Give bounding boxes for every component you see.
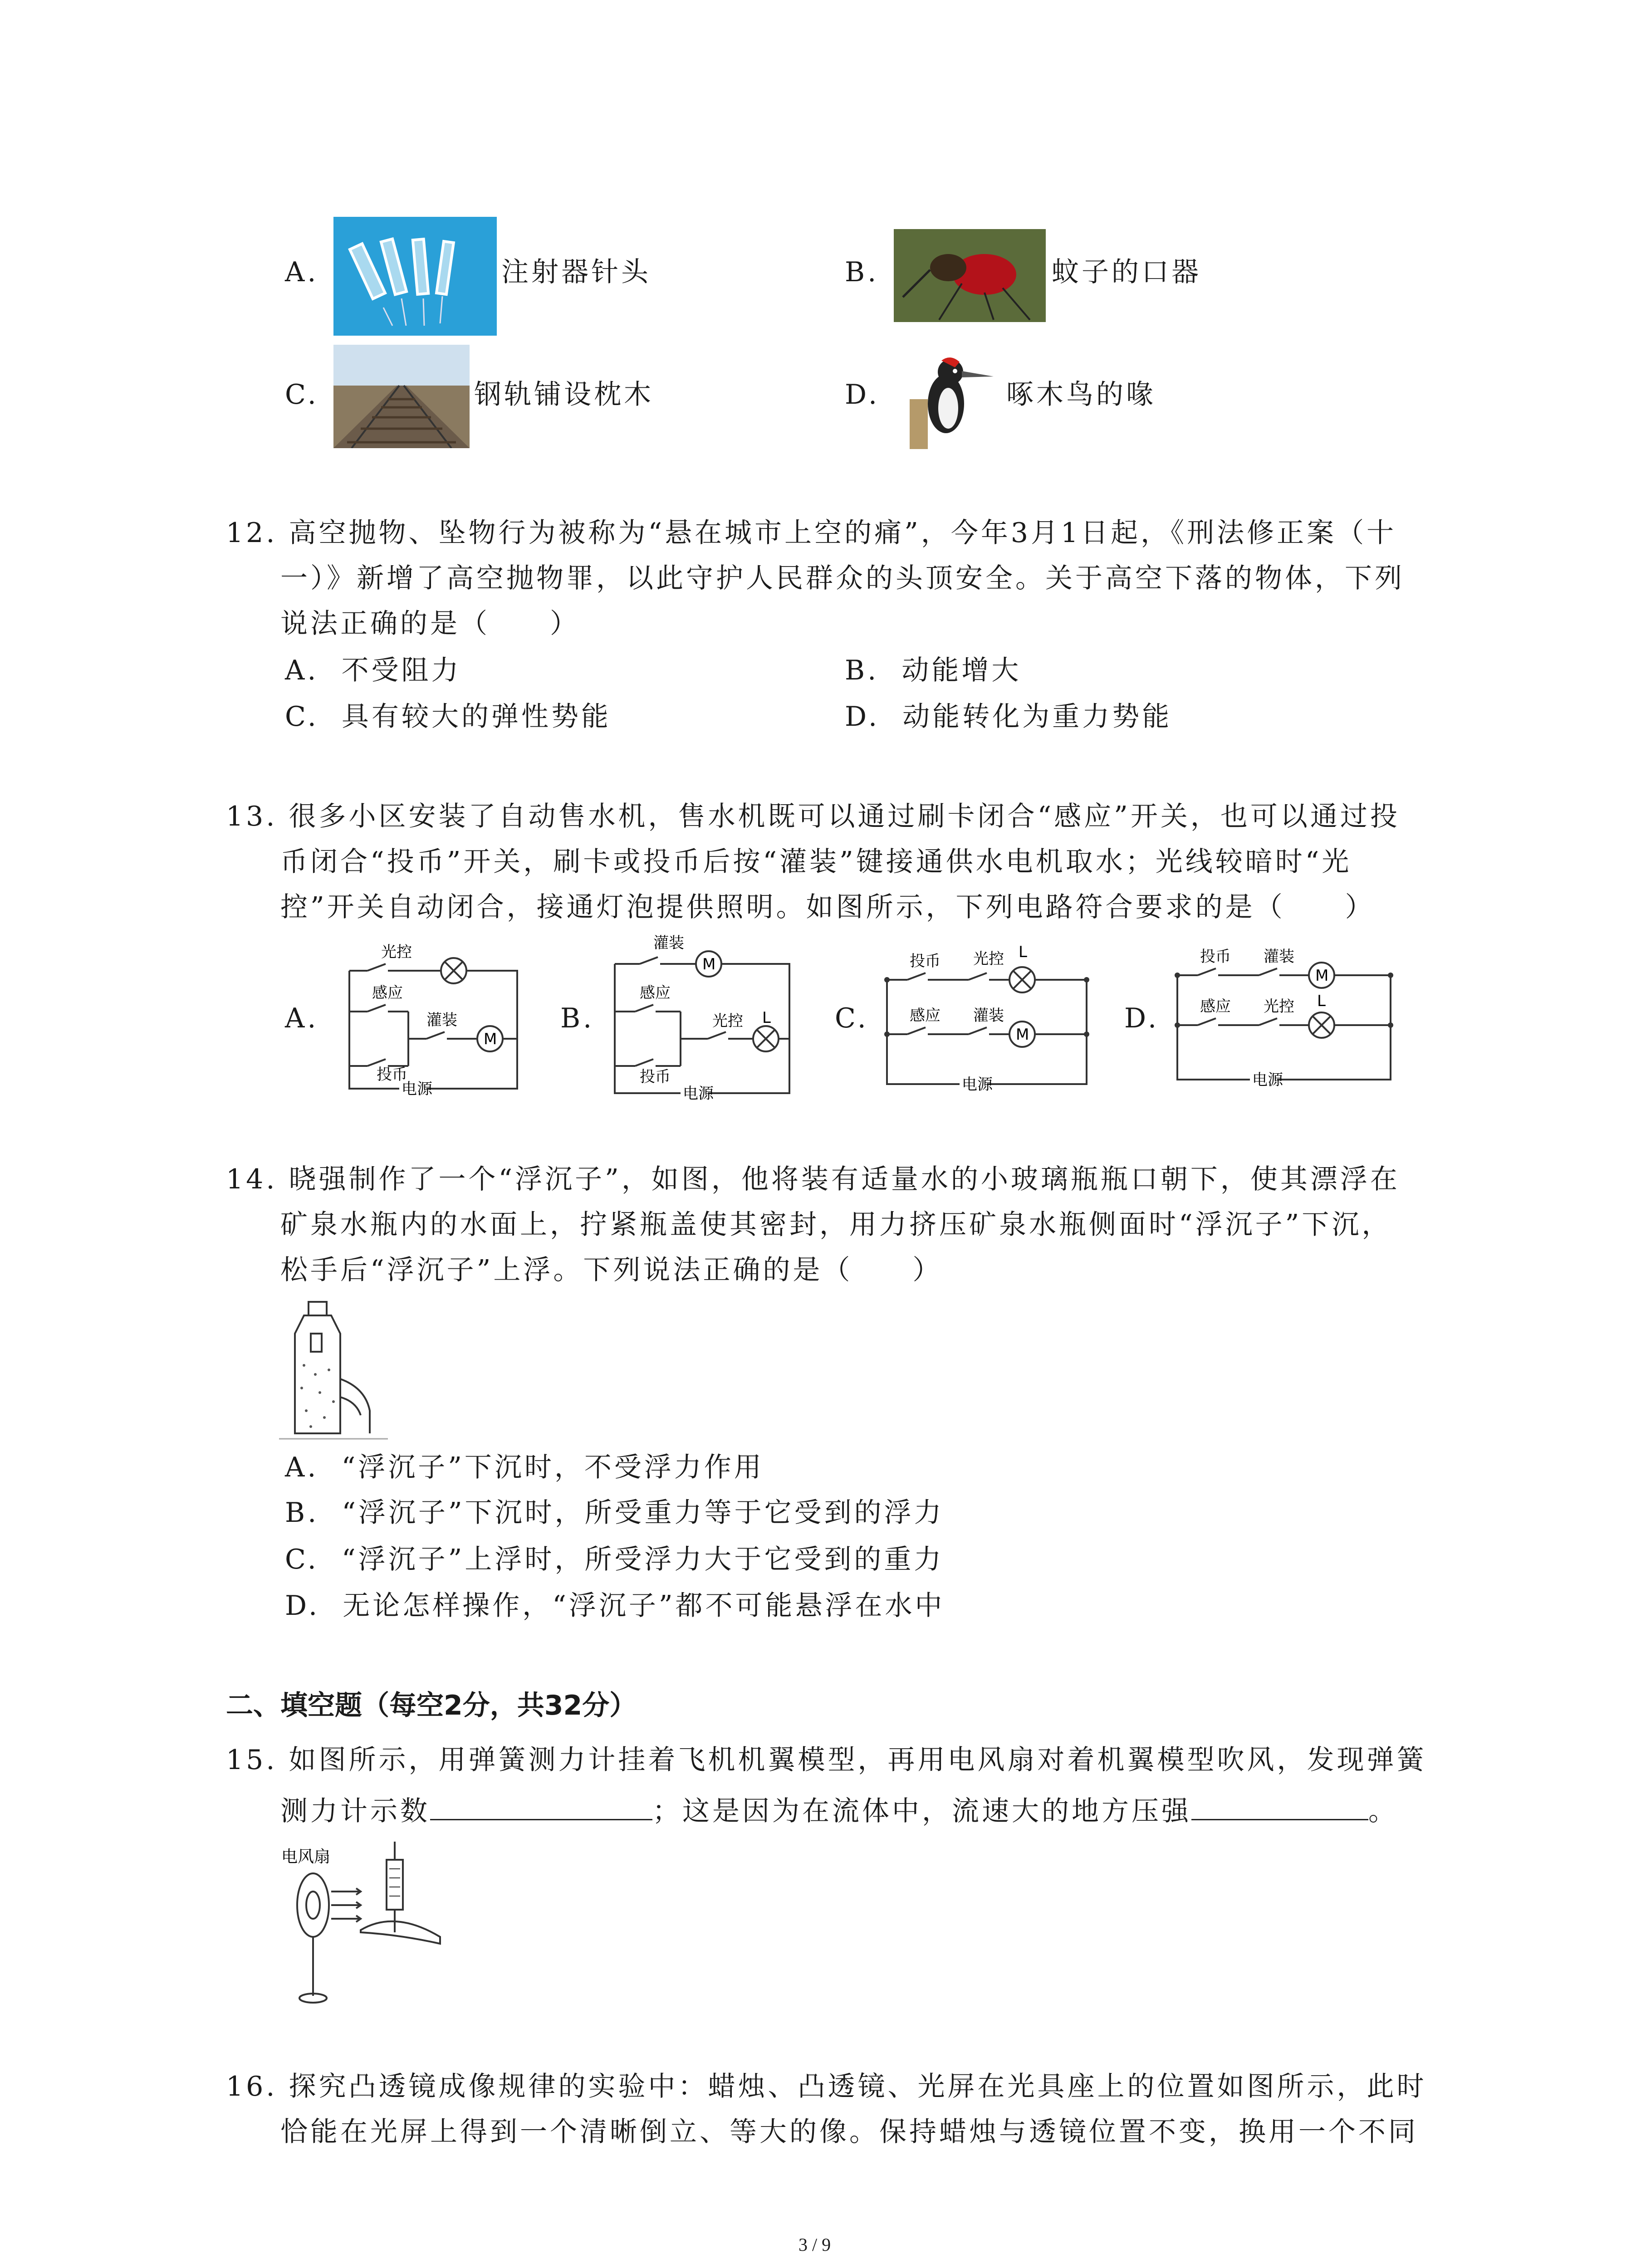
label-sensor: 感应 <box>372 984 403 1002</box>
woodpecker-image <box>896 345 1005 449</box>
svg-text:L: L <box>762 1009 771 1027</box>
fan-wing-figure <box>281 1842 454 2014</box>
q15-stem-line-2: 测力计示数 ；这是因为在流体中，流速大的地方压强 。 <box>280 1792 1398 1829</box>
section-2-title: 二、填空题（每空2分，共32分） <box>226 1690 637 1721</box>
svg-text:电源: 电源 <box>1252 1071 1283 1089</box>
svg-text:M: M <box>1016 1026 1029 1044</box>
q14-option-a[interactable]: A. “浮沉子”下沉时，不受浮力作用 <box>285 1452 764 1483</box>
q16-stem-line-1: 16. 探究凸透镜成像规律的实验中：蜡烛、凸透镜、光屏在光具座上的位置如图所示，此时 <box>226 2071 1427 2102</box>
q12-stem-line-2: 一）》新增了高空抛物罪，以此守护人民群众的头顶安全。关于高空下落的物体，下列 <box>280 562 1405 594</box>
q13-option-a-letter[interactable]: A. <box>285 1002 319 1034</box>
svg-text:投币: 投币 <box>1200 948 1231 966</box>
svg-text:灌装: 灌装 <box>653 934 684 952</box>
svg-text:电源: 电源 <box>962 1075 993 1094</box>
motor-symbol: M <box>484 1030 497 1048</box>
svg-text:光控: 光控 <box>1264 997 1294 1016</box>
q13-stem-line-3: 控”开关自动闭合，接通灯泡提供照明。如图所示，下列电路符合要求的是（ ） <box>280 891 1375 923</box>
q11-option-b-text: 蚊子的口器 <box>1052 256 1201 288</box>
q14-stem-line-1: 14. 晓强制作了一个“浮沉子”，如图，他将装有适量水的小玻璃瓶瓶口朝下，使其漂浮在 <box>226 1163 1400 1195</box>
q14-option-b[interactable]: B. “浮沉子”下沉时，所受重力等于它受到的浮力 <box>285 1497 944 1529</box>
svg-text:投币: 投币 <box>640 1068 671 1086</box>
q15-blank-1[interactable] <box>430 1792 652 1820</box>
syringe-image <box>333 217 497 336</box>
svg-text:灌装: 灌装 <box>973 1007 1004 1025</box>
bottle-diver-figure <box>279 1297 392 1442</box>
page-number: 3 / 9 <box>798 2234 831 2255</box>
label-fill: 灌装 <box>426 1011 457 1029</box>
svg-text:光控: 光控 <box>712 1012 743 1030</box>
q14-option-d[interactable]: D. 无论怎样操作，“浮沉子”都不可能悬浮在水中 <box>285 1590 945 1622</box>
q11-option-a-text: 注射器针头 <box>501 256 651 288</box>
svg-text:感应: 感应 <box>910 1007 941 1025</box>
q12-option-c[interactable]: C. 具有较大的弹性势能 <box>285 701 611 733</box>
q13-option-b-letter[interactable]: B. <box>560 1002 595 1034</box>
q14-option-c[interactable]: C. “浮沉子”上浮时，所受浮力大于它受到的重力 <box>285 1544 944 1575</box>
q16-stem-line-2: 恰能在光屏上得到一个清晰倒立、等大的像。保持蜡烛与透镜位置不变，换用一个不同 <box>280 2116 1418 2148</box>
circuit-diagram-b <box>608 930 798 1107</box>
svg-text:感应: 感应 <box>640 984 671 1002</box>
svg-text:L: L <box>1317 992 1326 1010</box>
q13-option-c-letter[interactable]: C. <box>835 1002 869 1034</box>
q11-option-c-text: 钢轨铺设枕木 <box>474 379 654 411</box>
circuit-diagram-c <box>882 939 1096 1098</box>
q12-option-a[interactable]: A. 不受阻力 <box>285 655 461 686</box>
q15-stem-line-1: 15. 如图所示，用弹簧测力计挂着飞机机翼模型，再用电风扇对着机翼模型吹风，发现弹簧 <box>226 1744 1427 1776</box>
q13-stem-line-2: 币闭合“投币”开关，刷卡或投币后按“灌装”键接通供水电机取水；光线较暗时“光 <box>280 846 1352 878</box>
q11-option-b-letter: B. <box>845 256 879 288</box>
q12-stem-line-3: 说法正确的是（ ） <box>280 608 580 640</box>
q11-option-d-letter: D. <box>845 379 880 411</box>
q13-stem-line-1: 13. 很多小区安装了自动售水机，售水机既可以通过刷卡闭合“感应”开关，也可以通过投 <box>226 801 1400 832</box>
svg-text:电源: 电源 <box>683 1085 714 1103</box>
circuit-diagram-d <box>1173 934 1400 1093</box>
svg-text:投币: 投币 <box>910 952 941 970</box>
svg-text:M: M <box>1315 967 1329 985</box>
label-light-ctrl: 光控 <box>381 943 412 961</box>
svg-text:L: L <box>1019 943 1027 961</box>
railway-image <box>333 345 470 448</box>
svg-text:光控: 光控 <box>973 950 1004 968</box>
label-power: 电源 <box>402 1080 432 1098</box>
q12-option-b[interactable]: B. 动能增大 <box>845 655 1022 686</box>
svg-text:灌装: 灌装 <box>1264 948 1294 966</box>
fan-label: 电风扇 <box>281 1848 331 1866</box>
q14-stem-line-2: 矿泉水瓶内的水面上，拧紧瓶盖使其密封，用力挤压矿泉水瓶侧面时“浮沉子”下沉， <box>280 1209 1392 1241</box>
q15-blank-2[interactable] <box>1191 1792 1368 1820</box>
q12-option-d[interactable]: D. 动能转化为重力势能 <box>845 701 1172 733</box>
svg-text:M: M <box>702 955 716 973</box>
q14-stem-line-3: 松手后“浮沉子”上浮。下列说法正确的是（ ） <box>280 1254 943 1286</box>
mosquito-image <box>894 229 1046 322</box>
q13-option-d-letter[interactable]: D. <box>1124 1002 1160 1034</box>
q11-option-d-text: 啄木鸟的喙 <box>1006 379 1156 411</box>
circuit-diagram-a <box>336 943 526 1102</box>
q11-option-c-letter: C. <box>285 379 319 411</box>
q12-stem-line-1: 12. 高空抛物、坠物行为被称为“悬在城市上空的痛”，今年3月1日起，《刑法修正案（十 <box>226 517 1397 549</box>
label-coin: 投币 <box>377 1066 407 1084</box>
q11-option-a-letter: A. <box>285 256 319 288</box>
svg-text:感应: 感应 <box>1200 997 1231 1016</box>
